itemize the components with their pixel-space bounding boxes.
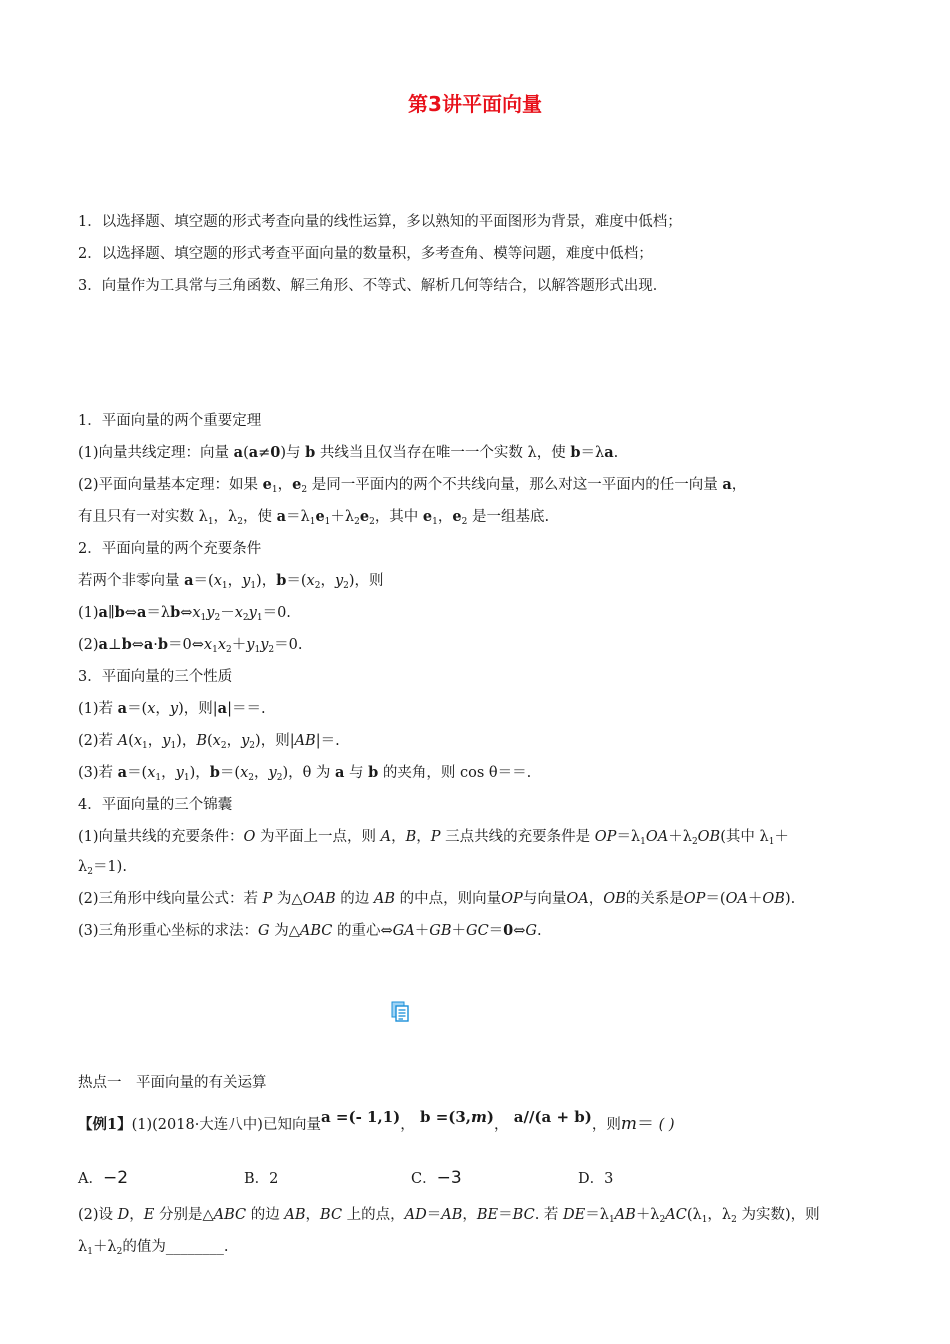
condition-perpendicular: $(2)a\perp b\Leftrightarrow a\cdot b=0\Leftrightarrow x_1x_2+y_1y_2=0$. — [78, 636, 303, 655]
option-b[interactable]: B．2 — [244, 1171, 279, 1187]
tip-centroid: (3)三角形重心坐标的求法：G 为△ABC 的重心⇔GA＋GB＋GC＝0⇔G. — [78, 922, 542, 939]
example-1-part-2-cont: $\lambda_1+\lambda_2$的值为________. — [78, 1239, 229, 1257]
example-1-question: 【例1】(1)(2018·大连八中)已知向量a =(- 1,1)， b =(3,m)， a//(a + b)，则m＝ ( ) — [78, 1108, 675, 1134]
tip-collinear: (1)向量共线的充要条件：O 为平面上一点，则 A，B，P 三点共线的充要条件是 $OP=\lambda_1OA+\lambda_2OB$(其中 $\lambda_1+$ — [78, 829, 789, 847]
property-distance: (2)若 $A(x_1$，$y_1$)，$B(x_2$，$y_2$)，则|AB|＝. — [78, 733, 340, 751]
section-4-heading: 4．平面向量的三个锦囊 — [78, 797, 233, 813]
tip-midline: (2)三角形中线向量公式：若 P 为△OAB 的边 AB 的中点，则向量OP与向量OA，OB的关系是OP＝(OA＋OB). — [78, 891, 796, 907]
example-tag: 【例1】 — [78, 1116, 132, 1133]
option-c[interactable]: C．−3 — [411, 1168, 462, 1188]
tip-collinear-cont: $\lambda_2=1$). — [78, 859, 127, 877]
option-d[interactable]: D．3 — [578, 1171, 614, 1187]
section-2-heading: 2．平面向量的两个充要条件 — [78, 541, 262, 557]
section-3-heading: 3．平面向量的三个性质 — [78, 669, 233, 685]
option-a[interactable]: A．−2 — [78, 1168, 129, 1188]
theorem-collinear: (1)向量共线定理：向量 a(a≠0)与 b 共线当且仅当存在唯一一个实数 λ，使 b＝λa. — [78, 444, 619, 461]
section-1-heading: 1．平面向量的两个重要定理 — [78, 413, 262, 429]
intro-item-1: 1．以选择题、填空题的形式考查向量的线性运算，多以熟知的平面图形为背景，难度中低档； — [78, 214, 682, 230]
intro-item-3: 3．向量作为工具常与三角函数、解三角形、不等式、解析几何等结合，以解答题形式出现． — [78, 278, 668, 294]
condition-intro: 若两个非零向量 $a=(x_1$，$y_1$)，$b=(x_2$，$y_2$)，则 — [78, 572, 384, 591]
example-1-part-2: (2)设 D，E 分别是△ABC 的边 AB，BC 上的点，AD＝AB，BE＝BC. 若 $DE=\lambda_1AB+\lambda_2AC(\lambda_1$，$\lambda_2$ 为实数)，则 — [78, 1207, 820, 1225]
property-magnitude: (1)若 a＝(x，y)，则|a|＝＝. — [78, 700, 266, 717]
condition-parallel: $(1)a\parallel b\Leftrightarrow a=\lambda b\Leftrightarrow x_1y_2-x_2y_1=0$. — [78, 604, 291, 623]
hotspot-heading: 热点一 平面向量的有关运算 — [78, 1075, 267, 1091]
theorem-basis: (2)平面向量基本定理：如果 $e_1$，$e_2$ 是同一平面内的两个不共线向量，那么对这一平面内的任一向量 a， — [78, 476, 747, 495]
document-icon — [391, 1001, 409, 1022]
page-title: 第3讲平面向量 — [408, 92, 542, 116]
property-angle: (3)若 $a=(x_1$，$y_1$)，$b=(x_2$，$y_2$)，θ 为 a 与 b 的夹角，则 cos θ＝＝. — [78, 764, 532, 783]
intro-item-2: 2．以选择题、填空题的形式考查平面向量的数量积，多考查角、模等问题，难度中低档； — [78, 246, 653, 262]
answer-blank[interactable]: ________ — [165, 1239, 224, 1255]
theorem-basis-cont: 有且只有一对实数 $\lambda_1$，$\lambda_2$，使 $a=\lambda_1e_1+\lambda_2e_2$，其中 $e_1$，$e_2$ 是一组基底. — [78, 508, 550, 527]
